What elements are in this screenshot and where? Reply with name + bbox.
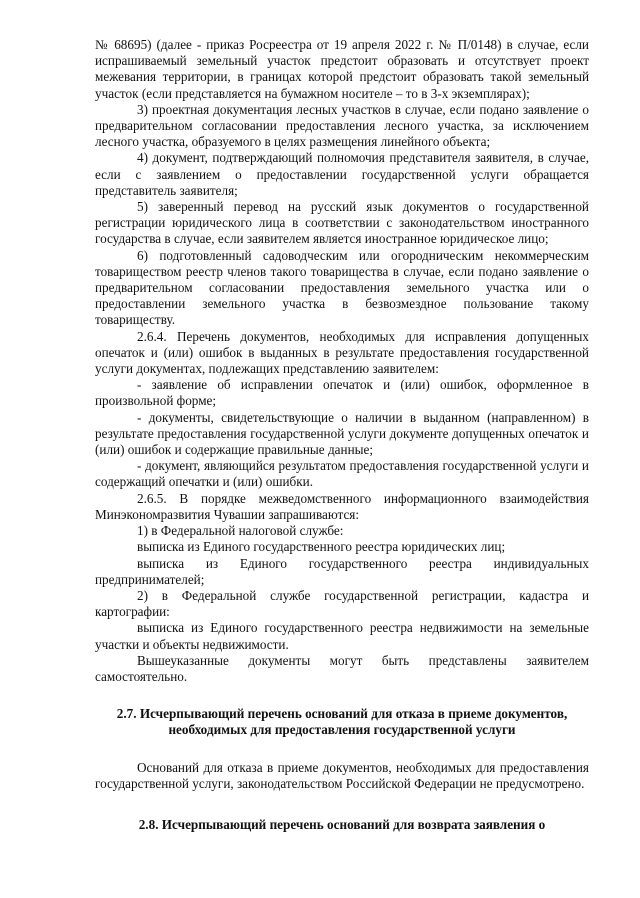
list-item-dash-2: - документы, свидетельствующие о наличии в выданном (направленном) в результате предоставления государственной услуги документе допущенных опечаток и (или) ошибок и содержащие правильные данные; <box>95 409 589 458</box>
section-2-7-heading-line-1: 2.7. Исчерпывающий перечень оснований для отказа в приеме документов, <box>116 706 568 722</box>
paragraph-2-6-5: 2.6.5. В порядке межведомственного информационного взаимодействия Минэкономразвития Чувашии запрашиваются: <box>95 490 589 522</box>
paragraph-item-3: 3) проектная документация лесных участков в случае, если подано заявление о предварительном согласовании предоставления лесного участка, за исключением лесного участка, образуемого в целях размещения линейного объекта; <box>95 101 589 150</box>
paragraph-item-6: 6) подготовленный садоводческим или огородническим некоммерческим товариществом реестр членов такого товарищества в случае, если подано заявление о предварительном согласовании предоставления земельного участка или о предоставлении земельного участка в безвозмездное пользование такому товариществу. <box>95 247 589 328</box>
paragraph-2-6-4: 2.6.4. Перечень документов, необходимых для исправления допущенных опечаток и (или) ошибок в выданных в результате предоставления государственной услуги документах, подлежащих представлению заявителем: <box>95 328 589 377</box>
paragraph-egrip: выписка из Единого государственного реестра индивидуальных предпринимателей; <box>95 555 589 587</box>
paragraph-continuation: № 68695) (далее - приказ Росреестра от 19 апреля 2022 г. № П/0148) в случае, если испрашиваемый земельный участок предстоит образовать и отсутствует проект межевания территории, в границах которой предстоит образовать такой земельный участок (если представляется на бумажном носителе – то в 3-х экземплярах); <box>95 37 589 101</box>
paragraph-tax-service: 1) в Федеральной налоговой службе: <box>137 523 344 539</box>
paragraph-self-submission: Вышеуказанные документы могут быть представлены заявителем самостоятельно. <box>95 652 589 684</box>
paragraph-egrul: выписка из Единого государственного реестра юридических лиц; <box>137 539 506 555</box>
list-item-dash-3: - документ, являющийся результатом предоставления государственной услуги и содержащий опечатки и (или) ошибки. <box>95 458 589 490</box>
paragraph-item-4: 4) документ, подтверждающий полномочия представителя заявителя, в случае, если с заявлением о предоставлении государственной услуги обращается представитель заявителя; <box>95 150 589 198</box>
section-2-7-body: Оснований для отказа в приеме документов, необходимых для предоставления государственной услуги, законодательством Российской Федерации не предусмотрено. <box>95 759 589 791</box>
section-2-7-heading <box>95 706 589 738</box>
paragraph-item-5: 5) заверенный перевод на русский язык документов о государственной регистрации юридического лица в соответствии с законодательством иностранного государства в случае, если заявителем является иностранное юридическое лицо; <box>95 199 589 247</box>
list-item-dash-1: - заявление об исправлении опечаток и (или) ошибок, оформленное в произвольной форме; <box>95 377 589 409</box>
paragraph-egrn: выписка из Единого государственного реестра недвижимости на земельные участки и объекты недвижимости. <box>95 620 589 652</box>
section-2-8-heading: 2.8. Исчерпывающий перечень оснований для возврата заявления о <box>138 816 546 832</box>
paragraph-rosreestr: 2) в Федеральной службе государственной регистрации, кадастра и картографии: <box>95 587 589 620</box>
section-2-7-heading-line-2: необходимых для предоставления государственной услуги <box>168 722 516 738</box>
